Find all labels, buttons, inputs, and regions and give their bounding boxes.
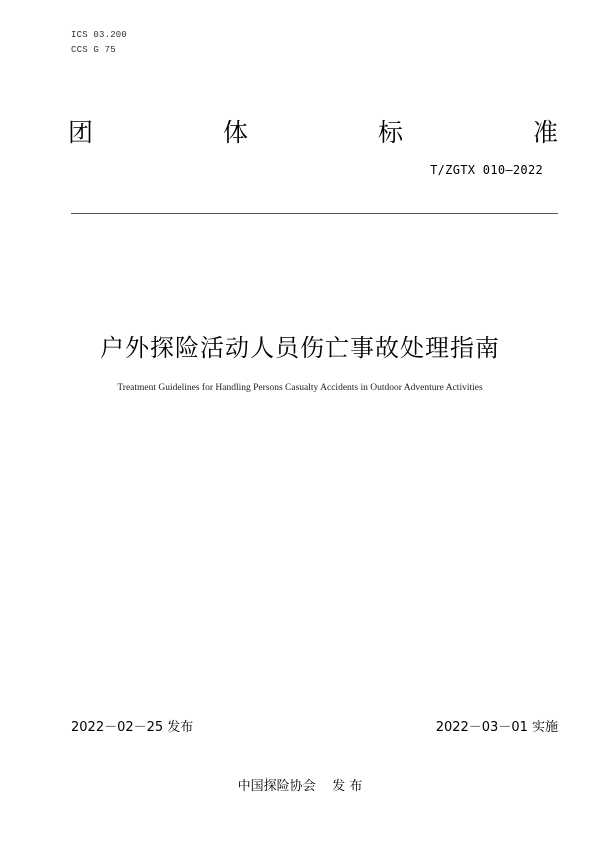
standard-type-char: 标	[377, 118, 403, 147]
divider	[71, 213, 558, 214]
issue-date: 2022－02－25 发布	[71, 720, 194, 735]
standard-type-char: 准	[532, 118, 558, 147]
standard-type-char: 团	[68, 118, 94, 147]
document-title-en: Treatment Guidelines for Handling Persons Casualty Accidents in Outdoor Adventure Activities	[117, 383, 483, 393]
standard-type-heading	[68, 113, 558, 149]
ics-code: ICS 03.200	[71, 30, 128, 40]
standard-code: T/ZGTX 010—2022	[430, 163, 543, 177]
document-title-cn: 户外探险活动人员伤亡事故处理指南	[100, 334, 500, 362]
publisher: 中国探险协会 发 布	[237, 779, 363, 794]
standard-type-char: 体	[222, 118, 248, 147]
implement-date: 2022－03－01 实施	[435, 720, 558, 735]
ccs-code: CCS G 75	[71, 45, 116, 55]
